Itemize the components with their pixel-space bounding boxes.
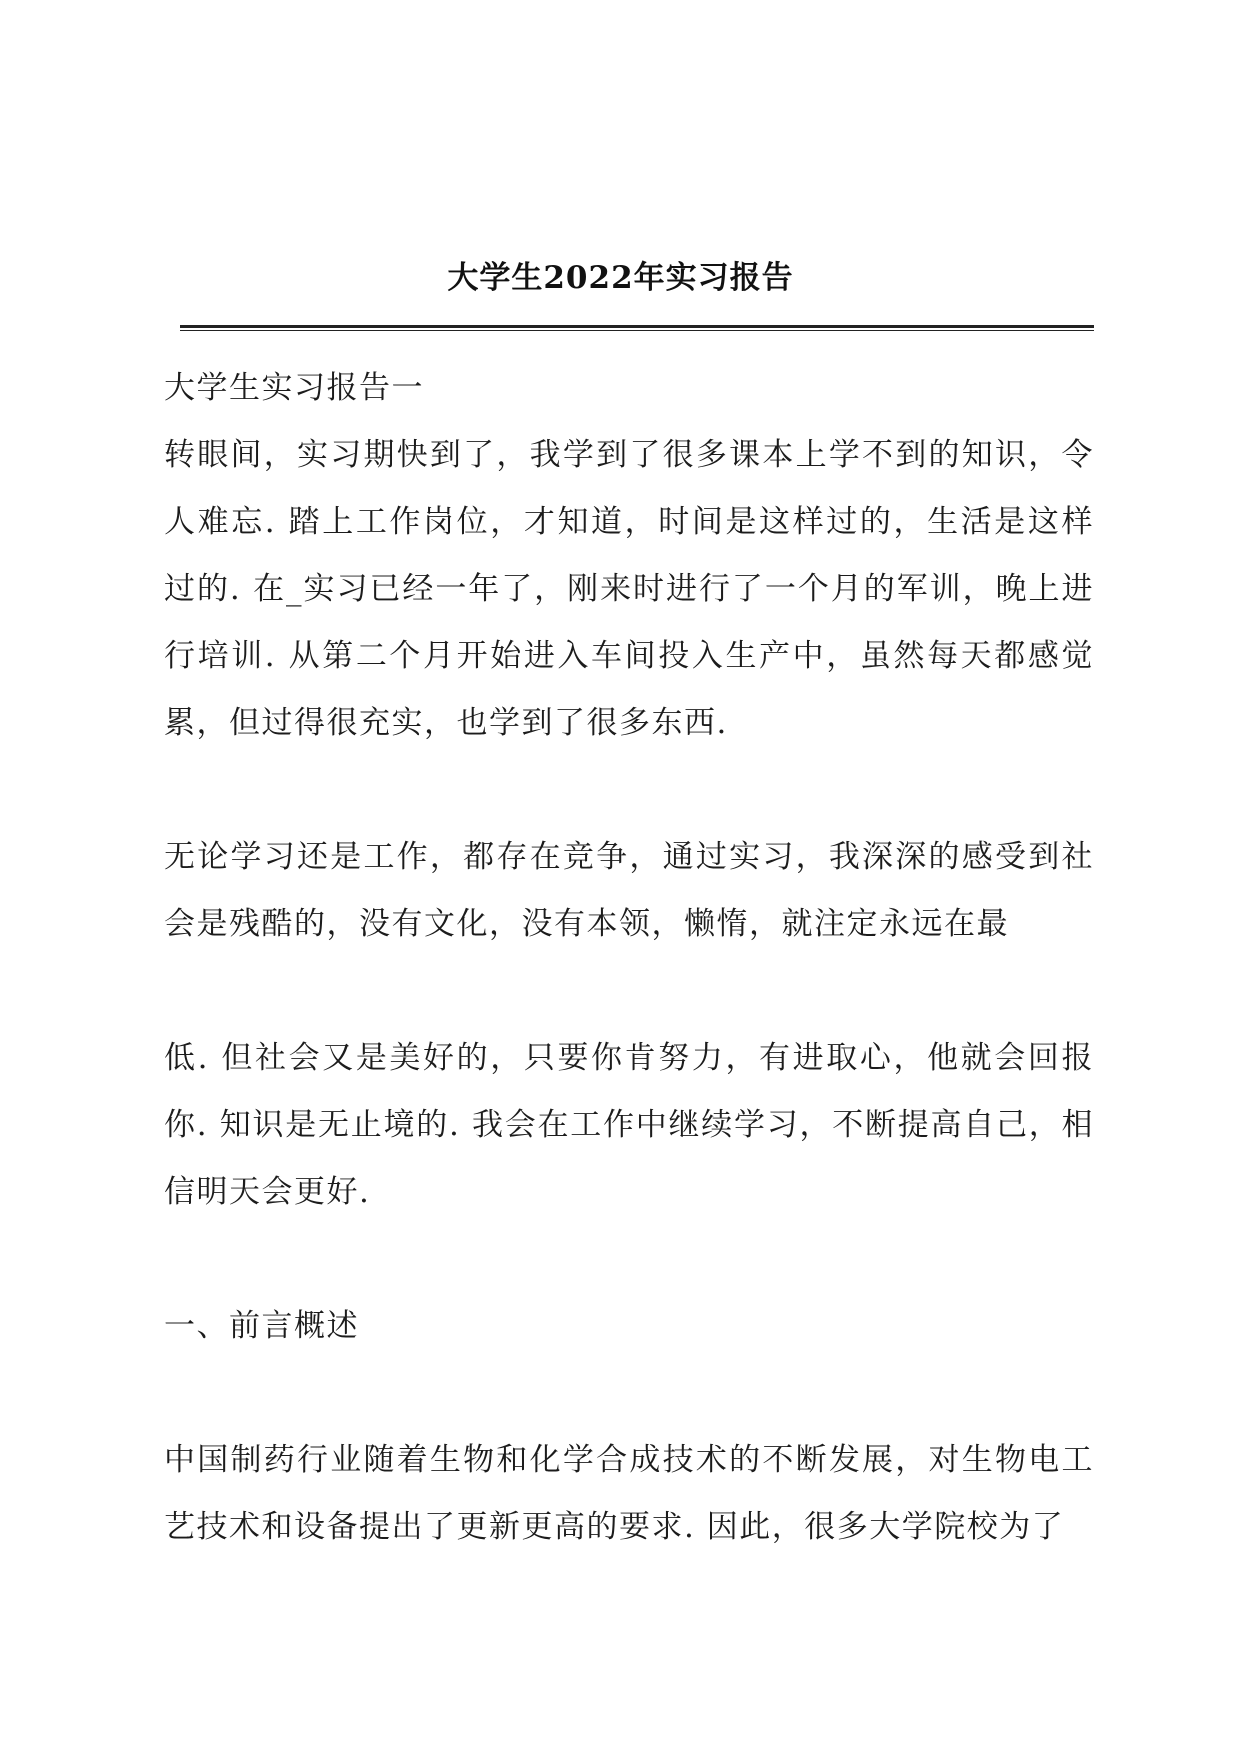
- paragraph-intro: 转眼间，实习期快到了，我学到了很多课本上学不到的知识，令人难忘. 踏上工作岗位，才知道，时间是这样过的，生活是这样过的. 在_实习已经一年了，刚来时进行了一个月的军训，晚上进行培训. 从第二个月开始进入车间投入生产中，虽然每天都感觉累，但过得很充实，也学到了很多东西.: [164, 437, 1094, 741]
- document-title: 大学生2022年实习报告: [447, 260, 794, 296]
- paragraph-competition: 无论学习还是工作，都存在竞争，通过实习，我深深的感受到社会是残酷的，没有文化，没有本领，懒惰，就注定永远在最: [164, 839, 1094, 942]
- paragraph-spacer: [164, 1360, 1094, 1427]
- paragraph-spacer: [164, 757, 1094, 824]
- paragraph-pharma: 中国制药行业随着生物和化学合成技术的不断发展，对生物电工艺技术和设备提出了更新更高的要求. 因此，很多大学院校为了: [164, 1442, 1094, 1545]
- section-heading-preface: 一、前言概述: [164, 1308, 359, 1344]
- paragraph-spacer: [164, 958, 1094, 1025]
- section-heading-report-one: 大学生实习报告一: [164, 370, 424, 406]
- paragraph-spacer: [164, 1226, 1094, 1293]
- document-body: [164, 355, 1094, 1561]
- title-divider: [180, 325, 1094, 331]
- paragraph-continuation: 低. 但社会又是美好的，只要你肯努力，有进取心，他就会回报你. 知识是无止境的. 我会在工作中继续学习，不断提高自己，相信明天会更好.: [164, 1040, 1094, 1210]
